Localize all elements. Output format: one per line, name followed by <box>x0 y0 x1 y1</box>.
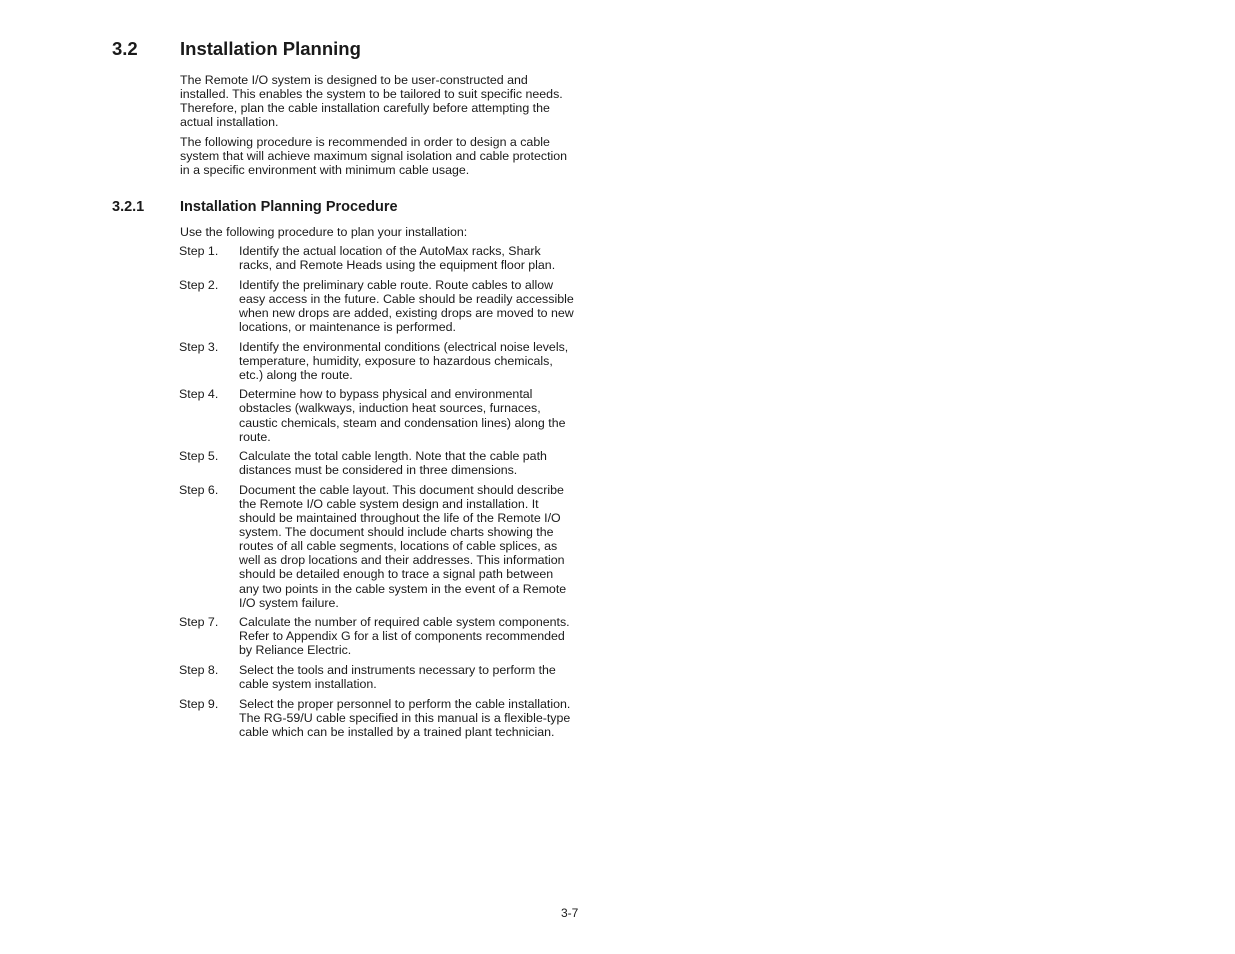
step-text: Calculate the total cable length. Note that the cable path distances must be considered in three dimensions. <box>239 449 547 478</box>
step-text: Identify the environmental conditions (electrical noise levels, temperature, humidity, exposure to hazardous chemicals, etc.) along the route. <box>239 339 569 382</box>
step-6 <box>179 483 574 610</box>
step-text: Select the tools and instruments necessary to perform the cable system installation. <box>239 663 556 692</box>
subsection-number: 3.2.1 <box>112 199 145 215</box>
step-label: Step 7. <box>179 615 219 630</box>
step-9 <box>179 697 574 739</box>
step-label: Step 1. <box>179 244 219 258</box>
step-label: Step 8. <box>179 663 219 678</box>
section-title: Installation Planning <box>180 38 361 59</box>
step-label: Step 4. <box>179 387 219 402</box>
step-5 <box>179 449 574 477</box>
procedure-intro: Use the following procedure to plan your installation: <box>180 225 468 239</box>
section-paragraph-2: The following procedure is recommended in order to design a cable system that will achieve maximum signal isolation and cable protection in a specific environment with minimum cable usage. <box>180 135 568 178</box>
step-label: Step 3. <box>179 339 219 354</box>
step-3 <box>179 340 574 382</box>
step-text: Select the proper personnel to perform the cable installation. The RG-59/U cable specified in this manual is a flexible-type cable which can be installed by a trained plant technician. <box>239 696 571 739</box>
subsection-title: Installation Planning Procedure <box>180 199 398 215</box>
step-label: Step 9. <box>179 696 219 711</box>
step-7 <box>179 615 574 657</box>
step-text: Determine how to bypass physical and environmental obstacles (walkways, induction heat sources, furnaces, caustic chemicals, steam and condensation lines) along the route. <box>239 387 566 444</box>
step-8 <box>179 663 574 691</box>
step-label: Step 6. <box>179 482 219 497</box>
step-text: Calculate the number of required cable system components. Refer to Appendix G for a list of components recommended by Reliance Electric. <box>239 615 570 658</box>
procedure-steps <box>179 244 574 745</box>
step-label: Step 5. <box>179 449 219 464</box>
step-4 <box>179 387 574 443</box>
page-number: 3-7 <box>561 906 579 920</box>
step-text: Identify the actual location of the AutoMax racks, Shark racks, and Remote Heads using the equipment floor plan. <box>239 244 556 273</box>
step-text: Identify the preliminary cable route. Route cables to allow easy access in the future. Cable should be readily accessible when new drops are added, existing drops are moved to new locations, or maintenance is performed. <box>239 277 574 334</box>
step-text: Document the cable layout. This document should describe the Remote I/O cable system design and installation. It should be maintained throughout the life of the Remote I/O system. The document should include charts showing the routes of all cable segments, locations of cable splices, as well as drop locations and their addresses. This information should be detailed enough to trace a signal path between any two points in the cable system in the event of a Remote I/O system failure. <box>239 482 567 610</box>
step-1 <box>179 244 574 272</box>
section-paragraph-1: The Remote I/O system is designed to be user-constructed and installed. This enables the system to be tailored to suit specific needs. Therefore, plan the cable installation carefully before attempting the actual installation. <box>180 73 563 130</box>
step-2 <box>179 278 574 334</box>
step-label: Step 2. <box>179 277 219 292</box>
section-number: 3.2 <box>112 38 138 59</box>
